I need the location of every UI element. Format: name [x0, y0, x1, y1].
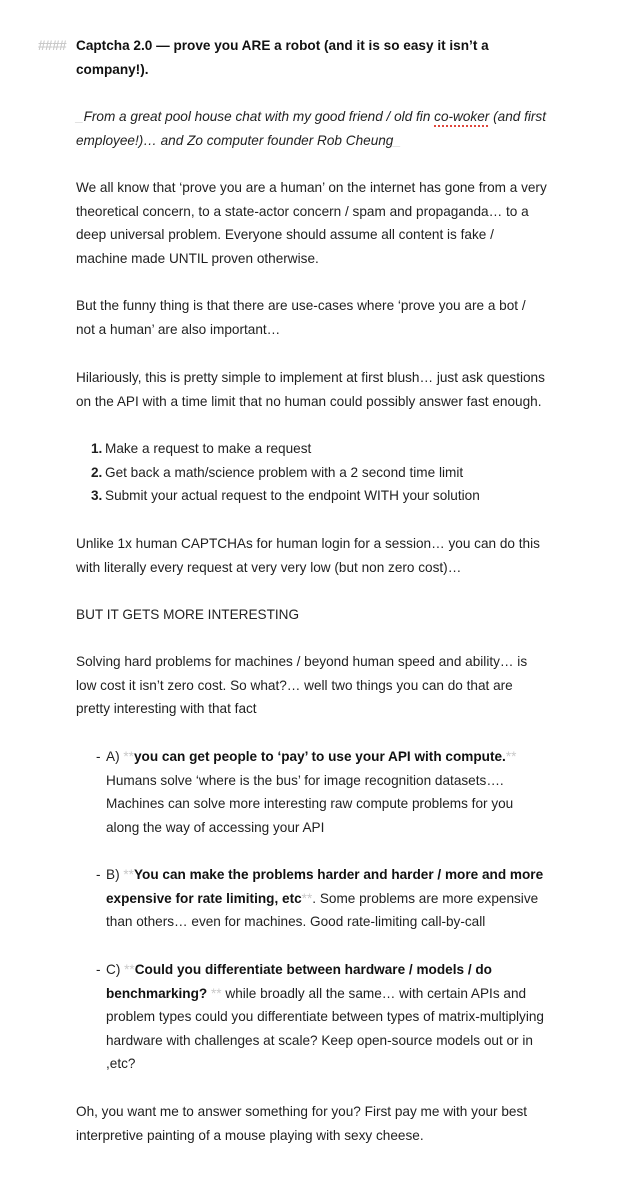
step-number: 3. [91, 488, 103, 504]
paragraph-comparison: Unlike 1x human CAPTCHAs for human login for a session… you can do this with literally every request at very very low (but non zero cost)… [76, 536, 540, 575]
item-rest-text: Humans solve ‘where is the bus’ for image recognition datasets…. Machines can solve more interesting raw compute problems for you along the way of accessing your API [106, 772, 514, 835]
italic-close-mark: _ [393, 132, 401, 148]
list-item-a [96, 745, 546, 839]
misspelled-word[interactable]: co-woker [434, 109, 490, 124]
step-text: Submit your actual request to the endpoint WITH your solution [105, 488, 480, 504]
step-item [76, 484, 548, 508]
item-prefix: A) [106, 749, 124, 764]
item-bold-text: You can make the problems harder and harder / more and more expensive for rate limiting, etc [106, 867, 544, 906]
subtitle [76, 105, 548, 152]
step-item [76, 461, 548, 485]
paragraph-section-break: BUT IT GETS MORE INTERESTING [76, 607, 300, 622]
item-bold-text: you can get people to ‘pay’ to use your API with compute. [133, 749, 506, 764]
steps-list [76, 437, 548, 508]
step-text: Make a request to make a request [105, 441, 312, 456]
document-heading: Captcha 2.0 — prove you ARE a robot (and it is so easy it isn’t a company!). [76, 38, 489, 77]
list-item-a-body [96, 745, 546, 839]
bold-close-mark: ** [505, 749, 517, 764]
paragraph-use-cases: But the funny thing is that there are use-cases where ‘prove you are a bot / not a human’ are also important… [76, 298, 526, 337]
item-bold-text: Could you differentiate between hardware / models / do benchmarking? [106, 962, 492, 1001]
step-text: Get back a math/science problem with a 2 second time limit [105, 464, 464, 480]
bullet-dash: - [96, 749, 101, 764]
bullet-dash: - [96, 962, 101, 977]
bold-open-mark: ** [123, 867, 134, 882]
subtitle-text-start: From a great pool house chat with my good friend / old fin [83, 109, 435, 124]
step-item [76, 437, 548, 461]
bold-open-mark: ** [124, 962, 135, 977]
bold-close-mark: ** [301, 890, 313, 906]
bold-open-mark: ** [123, 749, 134, 764]
heading-markdown-marks: #### [38, 38, 67, 53]
paragraph-implementation: Hilariously, this is pretty simple to implement at first blush… just ask questions on the API with a time limit that no human could possibly answer fast enough. [76, 370, 545, 409]
paragraph-intro: We all know that ‘prove you are a human’ on the internet has gone from a very theoretical concern, to a state-actor concern / spam and propaganda… to a deep universal problem. Everyone should assume all content is fake / machine made UNTIL proven otherwise. [76, 180, 547, 266]
item-rest-text: while broadly all the same… with certain APIs and problem types could you differentiate between types of matrix-multiplying hardware with challenges at scale? Keep open-source models out or in ,etc? [106, 985, 544, 1072]
item-prefix: B) [106, 867, 124, 882]
list-item-b-body [96, 863, 546, 934]
bold-close-mark: ** [211, 985, 222, 1001]
step-number: 1. [91, 441, 103, 456]
list-item-b [96, 863, 546, 934]
item-prefix: C) [106, 962, 125, 977]
bullet-dash: - [96, 867, 101, 882]
list-item-c-body [96, 958, 546, 1076]
list-item-c [96, 958, 546, 1076]
step-number: 2. [91, 464, 103, 480]
italic-open-mark: _ [76, 109, 84, 124]
item-rest-text: . Some problems are more expensive than others… even for machines. Good rate-limiting call-by-call [106, 890, 539, 930]
paragraph-closing: Oh, you want me to answer something for you? First pay me with your best interpretive painting of a mouse playing with sexy cheese. [76, 1104, 528, 1143]
paragraph-solving-problems: Solving hard problems for machines / beyond human speed and ability… is low cost it isn’t zero cost. So what?… well two things you can do that are pretty interesting with that fact [76, 654, 528, 717]
subtitle-text-end: (and first employee!)… and Zo computer founder Rob Cheung [76, 109, 546, 148]
